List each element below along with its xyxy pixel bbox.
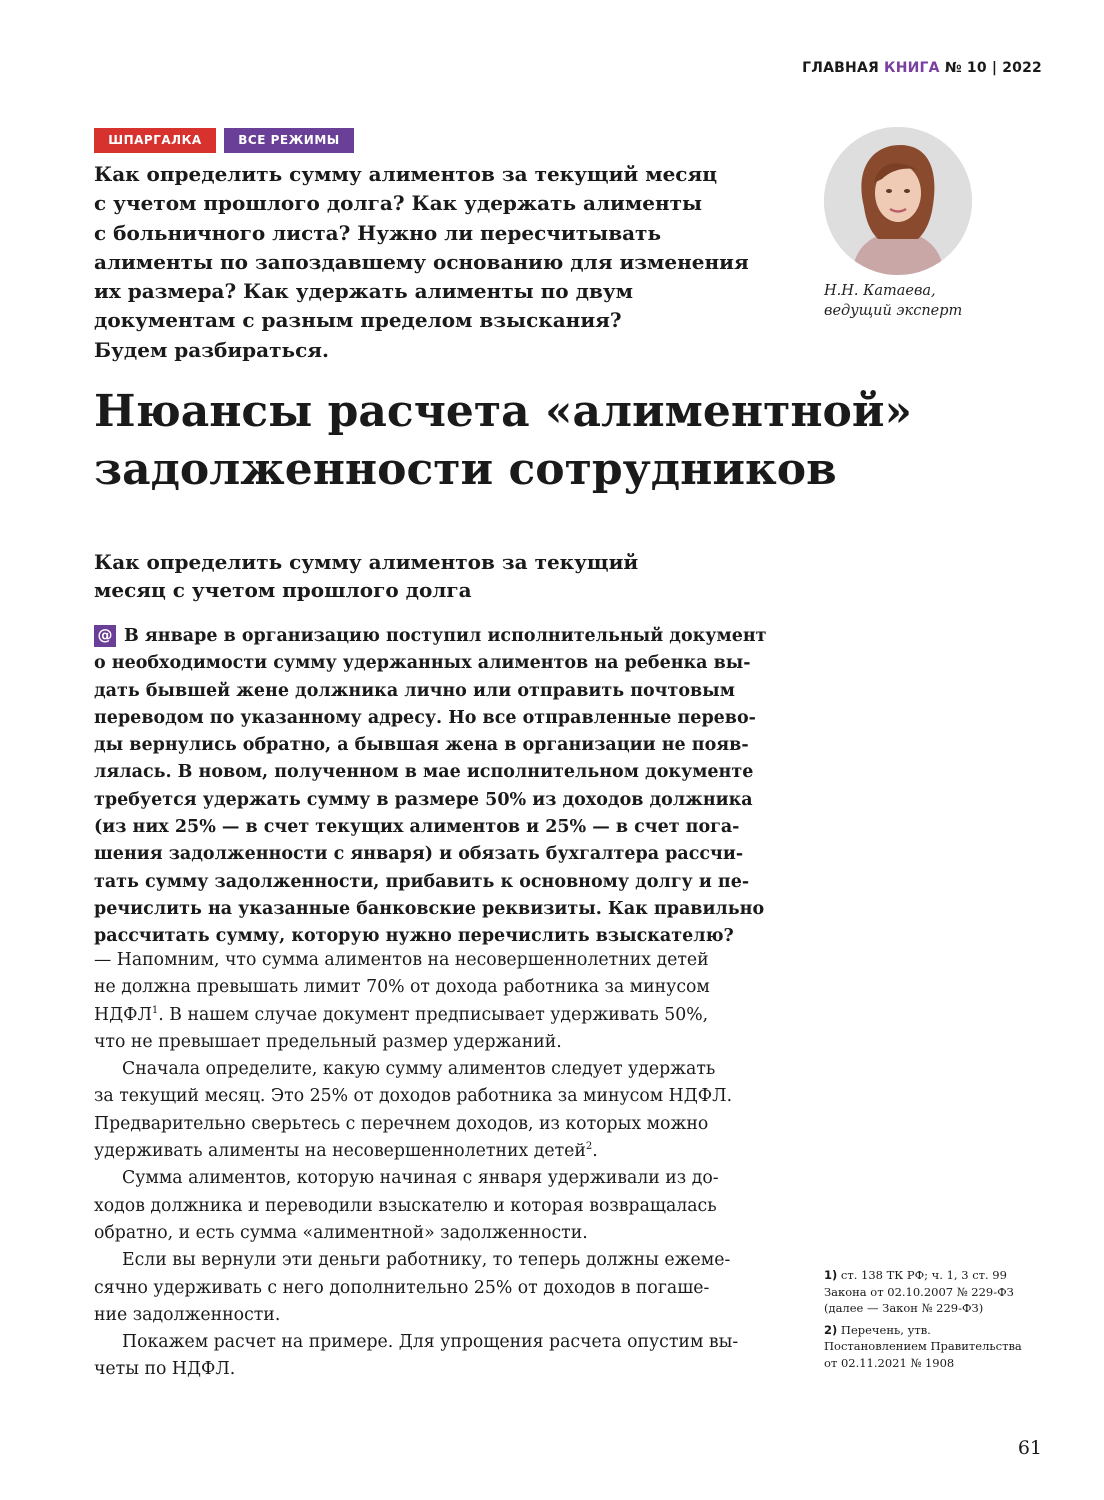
question-line: шения задолженности с января) и обязать бухгалтера рассчи- [94, 844, 744, 865]
tag-all-regimes: ВСЕ РЕЖИМЫ [224, 128, 354, 153]
body-line: обратно, и есть сумма «алиментной» задолженности. [94, 1222, 588, 1243]
article-title [94, 383, 994, 499]
question-line: требуется удержать сумму в размере 50% из доходов должника [94, 789, 753, 810]
question-line: дать бывшей жене должника лично или отправить почтовым [94, 680, 735, 701]
body-line: Покажем расчет на примере. Для упрощения расчета опустим вы- [122, 1332, 739, 1353]
lead-line: Будем разбираться. [94, 337, 329, 362]
question-line: рассчитать сумму, которую нужно перечислить взыскателю? [94, 926, 734, 947]
body-line: Если вы вернули эти деньги работнику, то теперь должны ежеме- [122, 1250, 731, 1271]
question-line: лялась. В новом, полученном в мае исполнительном документе [94, 762, 754, 783]
lead-line: алименты по запоздавшему основанию для изменения [94, 249, 749, 274]
title-line: задолженности сотрудников [94, 444, 837, 495]
question-line: (из них 25% — в счет текущих алиментов и 25% — в счет пога- [94, 817, 740, 838]
body-line: НДФЛ$^1$. В нашем случае документ предписывает удерживать 50%, [94, 1004, 709, 1025]
page-number: 61 [1017, 1437, 1042, 1459]
footnote-2: 2) Перечень, утв. Постановлением Правительства от 02.11.2021 № 1908 [824, 1322, 1022, 1370]
body-line: — Напомним, что сумма алиментов на несовершеннолетних детей [94, 950, 709, 970]
question-line: тать сумму задолженности, прибавить к основному долгу и пе- [94, 871, 750, 892]
body-line: Сначала определите, какую сумму алиментов следует удержать [122, 1059, 716, 1080]
footnotes [824, 1267, 1064, 1371]
question-line: о необходимости сумму удержанных алиментов на ребенка вы- [94, 653, 751, 674]
lead-line: с учетом прошлого долга? Как удержать алименты [94, 191, 703, 216]
author-photo [824, 127, 972, 275]
lead-line: документам с разным пределом взыскания? [94, 308, 622, 333]
body-line: Сумма алиментов, которую начиная с января удерживали из до- [122, 1168, 719, 1189]
masthead [802, 60, 1042, 76]
footnote-number: 2) [824, 1322, 838, 1337]
lead-text [94, 160, 794, 365]
brand-main: ГЛАВНАЯ [802, 60, 879, 76]
footnote-ref-2: 2 [585, 1141, 593, 1153]
footnote-ref-1: 1 [151, 1004, 159, 1016]
author-portrait-image [824, 127, 972, 275]
body-line: ние задолженности. [94, 1304, 281, 1325]
subhead-line: месяц с учетом прошлого долга [94, 578, 472, 602]
section-heading [94, 548, 794, 604]
lead-line: их размера? Как удержать алименты по двум [94, 279, 634, 304]
body-line: не должна превышать лимит 70% от дохода работника за минусом [94, 977, 710, 998]
author-caption [824, 281, 962, 321]
answer-body [94, 947, 784, 1384]
author-name: Н.Н. Катаева, [824, 283, 936, 299]
tag-cheatsheet: ШПАРГАЛКА [94, 128, 216, 153]
body-line: четы по НДФЛ. [94, 1359, 236, 1380]
issue-number: № 10 | 2022 [944, 60, 1042, 76]
email-at-icon: @ [94, 625, 116, 647]
lead-line: Как определить сумму алиментов за текущий месяц [94, 162, 718, 186]
body-line: удерживать алименты на несовершеннолетних детей$^2$. [94, 1141, 598, 1162]
body-line: что не превышает предельный размер удержаний. [94, 1031, 562, 1052]
lead-line: с больничного листа? Нужно ли пересчитывать [94, 220, 662, 245]
brand-accent: КНИГА [884, 60, 940, 76]
body-line: ходов должника и переводили взыскателю и которая возвращалась [94, 1195, 717, 1216]
title-line: Нюансы расчета «алиментной» [94, 386, 913, 437]
question-line: @ В январе в организацию поступил исполнительный документ [94, 623, 784, 650]
question-line: переводом по указанному адресу. Но все отправленные перево- [94, 707, 756, 728]
body-line: за текущий месяц. Это 25% от доходов работника за минусом НДФЛ. [94, 1086, 733, 1107]
footnote-number: 1) [824, 1268, 838, 1282]
question-line: речислить на указанные банковские реквизиты. Как правильно [94, 898, 765, 919]
subhead-line: Как определить сумму алиментов за текущий [94, 550, 639, 574]
body-line: сячно удерживать с него дополнительно 25% от доходов в погаше- [94, 1277, 710, 1298]
body-line: Предварительно сверьтесь с перечнем доходов, из которых можно [94, 1113, 709, 1134]
question-line: ды вернулись обратно, а бывшая жена в организации не появ- [94, 735, 749, 756]
author-role: ведущий эксперт [824, 303, 963, 319]
reader-question [94, 623, 784, 951]
footnote-1: 1) ст. 138 ТК РФ; ч. 1, 3 ст. 99 Закона от 02.10.2007 № 229-ФЗ (далее — Закон № 229-ФЗ) [824, 1268, 1014, 1315]
